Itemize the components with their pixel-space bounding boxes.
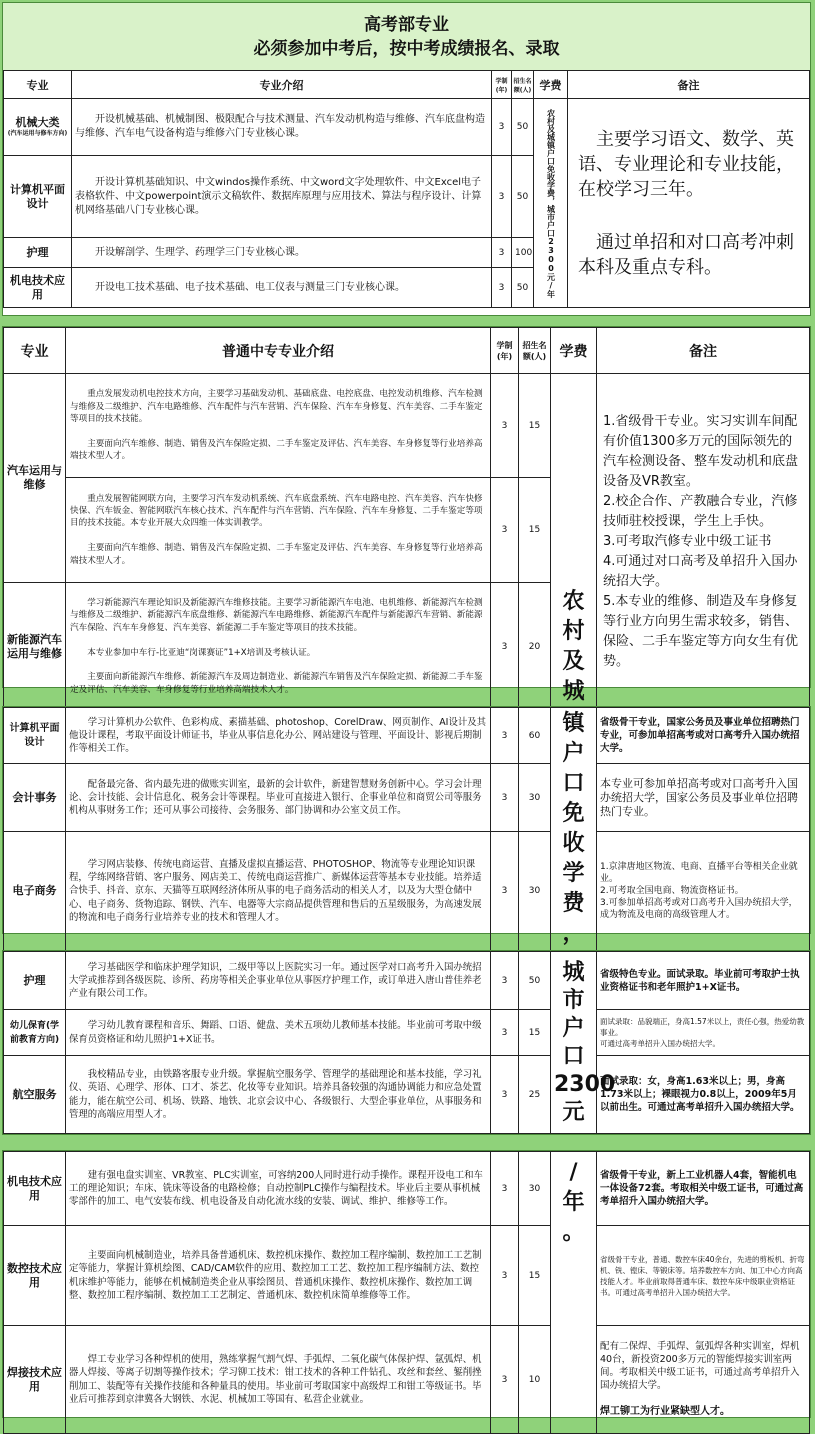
note-cell [597, 1326, 810, 1434]
major-cell: 数控技术应用 [4, 1226, 66, 1326]
header-intro: 专业介绍 [72, 71, 492, 99]
major-cell: 电子商务 [4, 832, 66, 951]
intro-cell [66, 478, 491, 582]
intro-text: 本专业参加中车行-比亚迪“岗课赛证”1+X培训及考核认证。 [87, 647, 316, 658]
intro-cell: 开设解剖学、生理学、药理学三门专业核心课。 [72, 238, 492, 268]
fee-cell: 镇 户 口 免 收 学 费 ， [551, 708, 597, 951]
quota-cell: 60 [519, 708, 551, 764]
note-cell [568, 99, 810, 308]
note-cell: 1.省级骨干专业。实习实训车间配有价值1300多万元的国际领先的汽车检测设备、整车发动机和底盘设备及VR教室。 2.校企合作、产教融合专业，汽修技师驻校授课，学生上手快。 3.可考取汽修专业中级工证书 4.可通过对口高考及单招升入国办统招大学。 5.本专业的维修、制造及车身修复等行业方向男生需求较多，销售、保险、二手车鉴定等方向女生有优势。 [597, 374, 810, 712]
years-cell: 3 [492, 238, 512, 268]
note-cell: 面试录取：女，身高1.63米以上；男，身高1.73米以上；裸眼视力0.8以上，2009年5月以前出生。可通过高考单招升入国办统招大学。 [597, 1056, 810, 1134]
quota-cell: 30 [519, 1152, 551, 1226]
quota-cell: 15 [519, 1226, 551, 1326]
intro-text: 重点发展智能网联方向，主要学习汽车发动机系统、汽车底盘系统、汽车电路电控、汽车美容、汽车快修快保、汽车钣金、智能网联汽车核心技术、汽车配件与汽车营销、汽车保险、汽车车身修复、二手车鉴定等项目的技术技能。本专业开展大众四维一体实训教学。 [70, 493, 483, 529]
section-zhongzhuan-auto [2, 326, 811, 704]
intro-cell: 学习基础医学和临床护理学知识，二级甲等以上医院实习一年。通过医学对口高考升入国办统招大学或推荐到各级医院、诊所、药房等相关企事业单位从事医疗护理工作，或订单进入唐山普佳养老产业有限公司工作。 [66, 952, 491, 1010]
major-cell: 机电技术应用 [4, 1152, 66, 1226]
major-cell: 计算机平面设计 [4, 156, 72, 238]
years-cell: 3 [491, 764, 519, 832]
major-cell: 会计事务 [4, 764, 66, 832]
major-cell: 幼儿保育(学前教育方向) [4, 1010, 66, 1056]
business-table [3, 707, 810, 951]
years-cell: 3 [491, 1152, 519, 1226]
intro-cell: 开设电工技术基础、电子技术基础、电工仪表与测量三门专业核心课。 [72, 268, 492, 308]
intro-cell: 建有强电盘实训室、VR教室、PLC实训室，可容纳200人同时进行动手操作。课程开设电工和车工的理论知识；车床、铣床等设备的电路检修；自动控制PLC操作与编程技术。毕业后主要从事机械零部件的加工、电气安装布线、机电设备及自动化流水线的安装、调试、维护、维修等工作。 [66, 1152, 491, 1226]
years-cell: 3 [491, 582, 519, 711]
header-note: 备注 [597, 328, 810, 374]
header-years: 学制(年) [491, 328, 519, 374]
major-cell: 航空服务 [4, 1056, 66, 1134]
quota-cell: 15 [519, 1010, 551, 1056]
years-cell: 3 [491, 1010, 519, 1056]
note-cell: 1.京津唐地区物流、电商、直播平台等相关企业就业。 2.可考取全国电商、物流资格证书。 3.可参加单招高考或对口高考升入国办统招大学，成为物流及电商的高级管理人才。 [597, 832, 810, 951]
fee-cell: 农村及城镇户口免收学费，城市户口2300元/年 [534, 99, 568, 308]
intro-text: 主要面向汽车维修、制造、销售及汽车保险定损、二手车鉴定及评估、汽车美容、车身修复等行业培养高端技术型人才。 [70, 543, 483, 566]
section-nursing-aviation [2, 950, 811, 1135]
quota-cell: 10 [519, 1326, 551, 1434]
years-cell: 3 [491, 708, 519, 764]
quota-cell: 50 [519, 952, 551, 1010]
gaokao-title: 高考部专业 [364, 14, 449, 35]
note-emphasis: 焊工铆工为行业紧缺型人才。 [600, 1406, 730, 1417]
fee-cell: 城 市 户 口 2300 元 [551, 952, 597, 1134]
gaokao-subtitle: 必须参加中考后，按中考成绩报名、录取 [253, 38, 560, 59]
note-cell: 省级骨干专业，国家公务员及事业单位招聘热门专业，可参加单招高考或对口高考升入国办统招大学。 [597, 708, 810, 764]
note-cell: 省级骨干专业，新上工业机器人4套，智能机电一体设备72套。考取相关中级工证书，可通过高考单招升入国办统招大学。 [597, 1152, 810, 1226]
mechanical-table [3, 1151, 810, 1434]
intro-cell: 学习网店装修、传统电商运营、直播及虚拟直播运营、PHOTOSHOP、物流等专业理论知识课程，学练网络营销、客户服务、网店美工、传统电商运营推广、新媒体运营等基本专业技能。培养适合快手、抖音、京东、天猫等互联网经济体所从事的电子商务活动的相关人才，以及为大型仓储中心、电子商务、货物追踪、钢铁、汽车、电器等大宗商品提供管理和售后的五星级服务，为高速发展的物流和电子商务行业培养专业的技术和管理人才。 [66, 832, 491, 951]
quota-cell: 50 [512, 99, 534, 156]
major-cell: 计算机平面设计 [4, 708, 66, 764]
quota-cell: 50 [512, 156, 534, 238]
years-cell: 3 [491, 832, 519, 951]
intro-cell: 开设计算机基础知识、中文windos操作系统、中文word文字处理软件、中文Excel电子表格软件、中文powerpoint演示文稿软件、数据库原理与应用技术、算法与程序设计、计算机网络基础八门专业核心课。 [72, 156, 492, 238]
intro-cell: 开设机械基础、机械制图、极限配合与技术测量、汽车发动机构造与维修、汽车底盘构造与维修、汽车电气设备构造与维修六门专业核心课。 [72, 99, 492, 156]
intro-cell: 焊工专业学习各种焊机的使用，熟练掌握气割气焊、手弧焊、二氧化碳气体保护焊、氩弧焊、机器人焊接、等离子切割等操作技术；学习铆工技术：钳工技术的各种工件钻孔、攻丝和套丝、錾削挫削加工、装配等有关操作技能和各种量具的使用。毕业前可考取国家中高级焊工和钳工等级证书。毕业后可推荐到京津冀各大钢铁、水泥、机械加工等国有、私营企业就业。 [66, 1326, 491, 1434]
major-cell: 焊接技术应用 [4, 1326, 66, 1434]
header-years: 学制(年) [492, 71, 512, 99]
years-cell: 3 [491, 1326, 519, 1434]
quota-cell: 25 [519, 1056, 551, 1134]
major-sub: (汽车运用与修车方向) [7, 130, 68, 137]
major-cell [4, 99, 72, 156]
gaokao-title-block [3, 3, 810, 70]
major-cell: 机电技术应用 [4, 268, 72, 308]
intro-cell: 我校精品专业，由铁路客服专业升级。掌握航空服务学、管理学的基础理论和基本技能，学习礼仪、英语、心理学、形体、口才、茶艺、化妆等专业知识。培养具备较强的沟通协调能力和应急处置能力，能在航空公司、机场、铁路、地铁、北京会议中心、各级银行、大型企事业单位，从事服务和管理的高端应用型人才。 [66, 1056, 491, 1134]
note-main: 主要学习语文、数学、英语、专业理论和专业技能，在校学习三年。 [578, 128, 794, 200]
note-cell: 省级骨干专业，普通、数控车床40余台，先进的剪板机、折弯机、铣、镗床、等锻床等。培养数控车方向、加工中心方向高技能人才。毕业前取得普通车床、数控车床中级职业资格证书。可通过高考单招升入国办统招大学。 [597, 1226, 810, 1326]
note-sub: 通过单招和对口高考冲刺本科及重点专科。 [578, 231, 794, 278]
years-cell: 3 [491, 952, 519, 1010]
intro-cell [66, 582, 491, 711]
header-fee: 学费 [551, 328, 597, 374]
header-fee: 学费 [534, 71, 568, 99]
note-text: 配有二保焊、手弧焊、氩弧焊各种实训室，焊机40台，新投资200多万元的智能焊接实训室两间。考取相关中级工证书，可通过高考单招升入国办统招大学。 [600, 1341, 800, 1391]
quota-cell: 30 [519, 832, 551, 951]
years-cell: 3 [492, 156, 512, 238]
nursing-table [3, 951, 810, 1134]
section-mechanical [2, 1150, 811, 1418]
quota-cell: 15 [519, 374, 551, 478]
intro-text: 学习新能源汽车理论知识及新能源汽车维修技能。主要学习新能源汽车电池、电机维修、新能源汽车检测与维修及二级维护、新能源汽车底盘维修、新能源汽车电路维修、新能源汽车配件与新能源汽车营销、新能源汽车保险、汽车车身修复、汽车美容、新能源二手车鉴定等项目的技术技能。 [70, 597, 483, 633]
major-cell: 护理 [4, 952, 66, 1010]
fee-cell: / 年 。 [551, 1152, 597, 1434]
major-cell: 汽车运用与维修 [4, 374, 66, 583]
fee-cell: 农 村 及 城 [551, 374, 597, 712]
header-major: 专业 [4, 71, 72, 99]
note-cell: 省级特色专业。面试录取。毕业前可考取护士执业资格证书和老年照护1+X证书。 [597, 952, 810, 1010]
note-cell: 本专业可参加单招高考或对口高考升入国办统招大学，国家公务员及事业单位招聘热门专业。 [597, 764, 810, 832]
section-gaokao [2, 2, 811, 316]
years-cell: 3 [491, 1056, 519, 1134]
intro-cell: 配备最完备、省内最先进的做账实训室，最新的会计软件，新建智慧财务创新中心。学习会计理论、会计技能、会计信息化、税务会计等课程。毕业可直接进入银行、企事业单位和商贸公司等服务机构从事财务工作；还可从事公司接待、会务服务、部门协调和办公室文员工作。 [66, 764, 491, 832]
intro-cell: 学习计算机办公软件、色彩构成、素描基础、photoshop、CorelDraw、网页制作、AI设计及其他设计课程，考取平面设计师证书，毕业从事信息化办公、网站建设与管理、平面设计、影视后期制作等相关工作。 [66, 708, 491, 764]
intro-text: 重点发展发动机电控技术方向，主要学习基础发动机、基础底盘、电控底盘、电控发动机维修、汽车检测与维修及二级维护、汽车电路维修、汽车配件与汽车营销、汽车保险、汽车车身修复、汽车美容、二手车鉴定等项目的技术技能。 [70, 389, 483, 425]
note-cell: 面试录取：品貌端正，身高1.57米以上，责任心强，热爱幼教事业。 可通过高考单招升入国办统招大学。 [597, 1010, 810, 1056]
auto-table [3, 327, 810, 712]
header-quota: 招生名额(人) [519, 328, 551, 374]
quota-cell: 50 [512, 268, 534, 308]
quota-cell: 30 [519, 764, 551, 832]
quota-cell: 100 [512, 238, 534, 268]
major-cell: 新能源汽车运用与维修 [4, 582, 66, 711]
intro-text: 主要面向新能源汽车维修、新能源汽车及周边制造业、新能源汽车销售及汽车保险定损、新能源二手车鉴定及评估、汽车美容、车身修复等行业培养高端技术人才。 [70, 672, 483, 695]
section-computer-business [2, 706, 811, 946]
header-intro: 普通中专专业介绍 [66, 328, 491, 374]
intro-text: 主要面向汽车维修、制造、销售及汽车保险定损、二手车鉴定及评估、汽车美容、车身修复等行业培养高端技术型人才。 [70, 439, 483, 462]
header-major: 专业 [4, 328, 66, 374]
header-note: 备注 [568, 71, 810, 99]
intro-cell [66, 374, 491, 478]
quota-cell: 15 [519, 478, 551, 582]
years-cell: 3 [491, 374, 519, 478]
intro-cell: 主要面向机械制造业，培养具备普通机床、数控机床操作、数控加工程序编制、数控加工工艺制定等能力，掌握计算机绘图、CAD/CAM软件的应用、数控加工工艺、数控加工程序编制方法、数控机床维护等能力，能够在机械制造类企业从事绘图员、普通机床操作、数控机床操作、数控加工调整、数控加工程序编制、数控加工工艺制定、普通机床、数控机床简单维修等工作。 [66, 1226, 491, 1326]
quota-cell: 20 [519, 582, 551, 711]
header-quota: 招生名额(人) [512, 71, 534, 99]
years-cell: 3 [491, 478, 519, 582]
intro-cell: 学习幼儿教育课程和音乐、舞蹈、口语、健盘、美术五项幼儿教师基本技能。毕业前可考取中级保育员资格证和幼儿照护1+X证书。 [66, 1010, 491, 1056]
major-name: 机械大类 [15, 116, 60, 129]
years-cell: 3 [491, 1226, 519, 1326]
gaokao-table [3, 70, 810, 308]
years-cell: 3 [492, 268, 512, 308]
years-cell: 3 [492, 99, 512, 156]
major-cell: 护理 [4, 238, 72, 268]
